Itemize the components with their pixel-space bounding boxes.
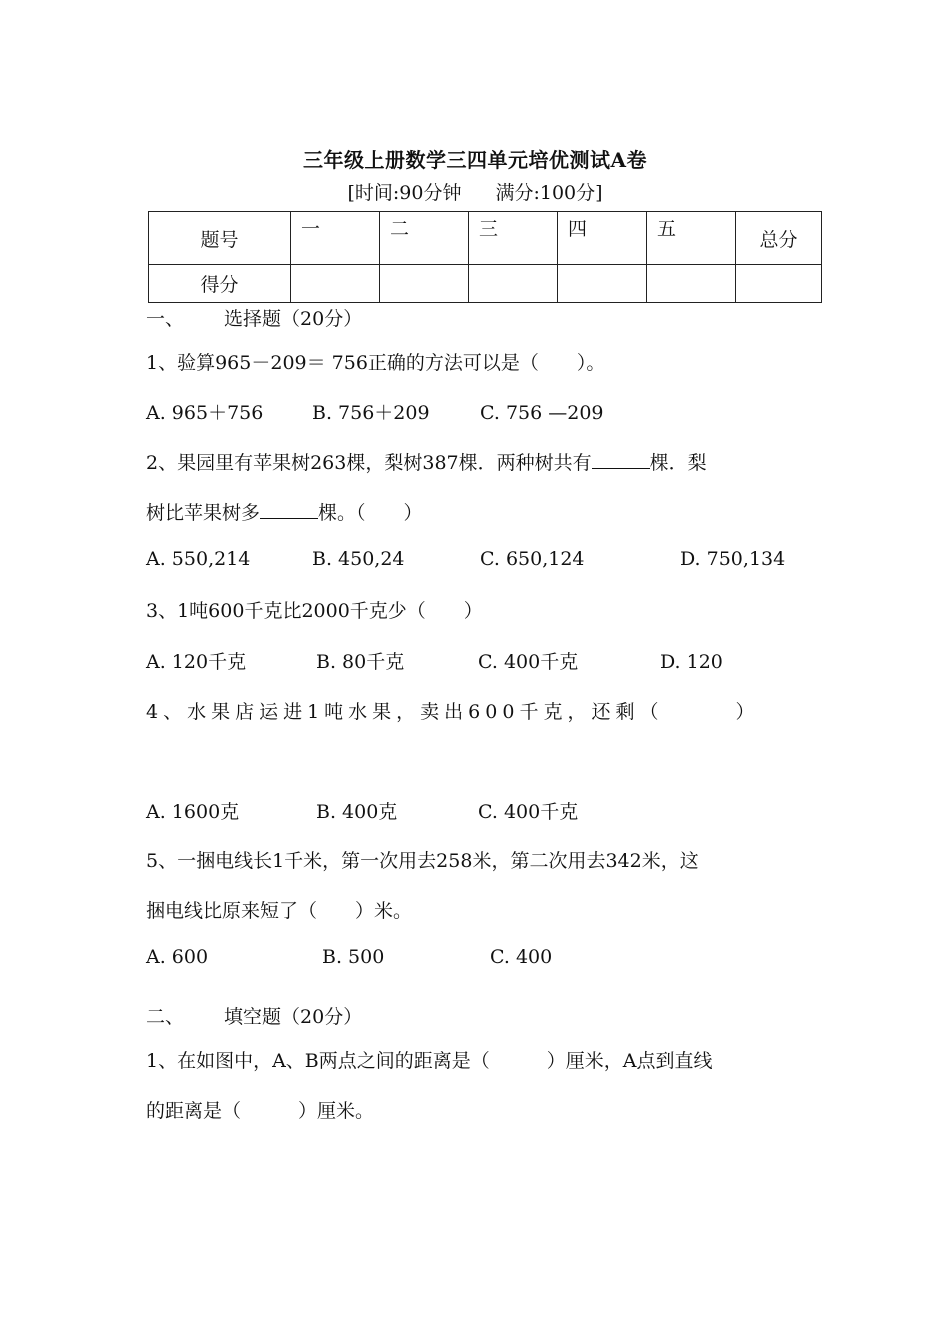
question-1: 1、验算965－209＝ 756正确的方法可以是（ ）。 [146,352,606,374]
option-b: B. 400克 [316,801,398,823]
option-c: C. 650,124 [480,548,585,570]
fill-question-1-line-2: 的距离是（ ）厘米。 [146,1100,375,1122]
question-4-options [146,797,578,824]
score-label: 得分 [149,265,291,303]
header-question-no: 题号 [149,212,291,265]
header-part-5: 五 [647,212,736,265]
question-2-line-2: 树比苹果树多 棵。（ ） [146,502,423,524]
question-2-line-1: 2、果园里有苹果树263棵，梨树387棵．两种树共有 棵．梨 [146,452,707,474]
option-c: C. 400千克 [478,651,579,673]
score-cell [380,265,469,303]
score-cell [291,265,380,303]
question-5-line-1: 5、一捆电线长1千米，第一次用去258米，第二次用去342米，这 [146,850,699,872]
time-limit: [时间:90分钟 [347,182,462,204]
option-a: A. 1600克 [146,801,240,823]
header-part-3: 三 [469,212,558,265]
option-b: B. 756＋209 [312,402,430,424]
score-cell [736,265,822,303]
option-d: D. 750,134 [680,548,786,570]
table-row [149,212,822,265]
fill-question-1-line-1: 1、在如图中，A、B两点之间的距离是（ ）厘米，A点到直线 [146,1050,713,1072]
question-2-options [146,548,785,570]
header-part-1: 一 [291,212,380,265]
answer-blank [260,517,318,519]
option-d: D. 120 [660,651,723,673]
full-score: 满分:100分] [495,182,603,204]
option-a: A. 120千克 [146,651,247,673]
option-a: A. 965＋756 [146,402,264,424]
question-4: 4、水果店运进1吨水果，卖出600千克，还剩（ ） [146,701,760,723]
question-5-options [146,946,552,968]
score-cell [647,265,736,303]
header-total: 总分 [736,212,822,265]
header-part-4: 四 [558,212,647,265]
option-c: C. 756 —209 [480,402,604,424]
option-c: C. 400 [490,946,553,968]
option-c: C. 400千克 [478,801,579,823]
section-1-heading: 一、 选择题（20分） [146,308,363,330]
question-5-line-2: 捆电线比原来短了（ ）米。 [146,900,413,922]
question-3-options [146,647,723,674]
option-b: B. 80千克 [316,651,405,673]
option-b: B. 500 [322,946,385,968]
answer-blank [592,467,650,469]
table-row [149,265,822,303]
option-b: B. 450,24 [312,548,405,570]
score-cell [469,265,558,303]
score-cell [558,265,647,303]
option-a: A. 550,214 [146,548,251,570]
page-title: 三年级上册数学三四单元培优测试A卷 [302,148,648,172]
exam-info [0,178,950,205]
option-a: A. 600 [146,946,209,968]
section-2-heading: 二、 填空题（20分） [146,1006,363,1028]
header-part-2: 二 [380,212,469,265]
question-1-options [146,398,604,425]
question-3: 3、1吨600千克比2000千克少（ ） [146,600,483,622]
score-table [148,211,822,303]
